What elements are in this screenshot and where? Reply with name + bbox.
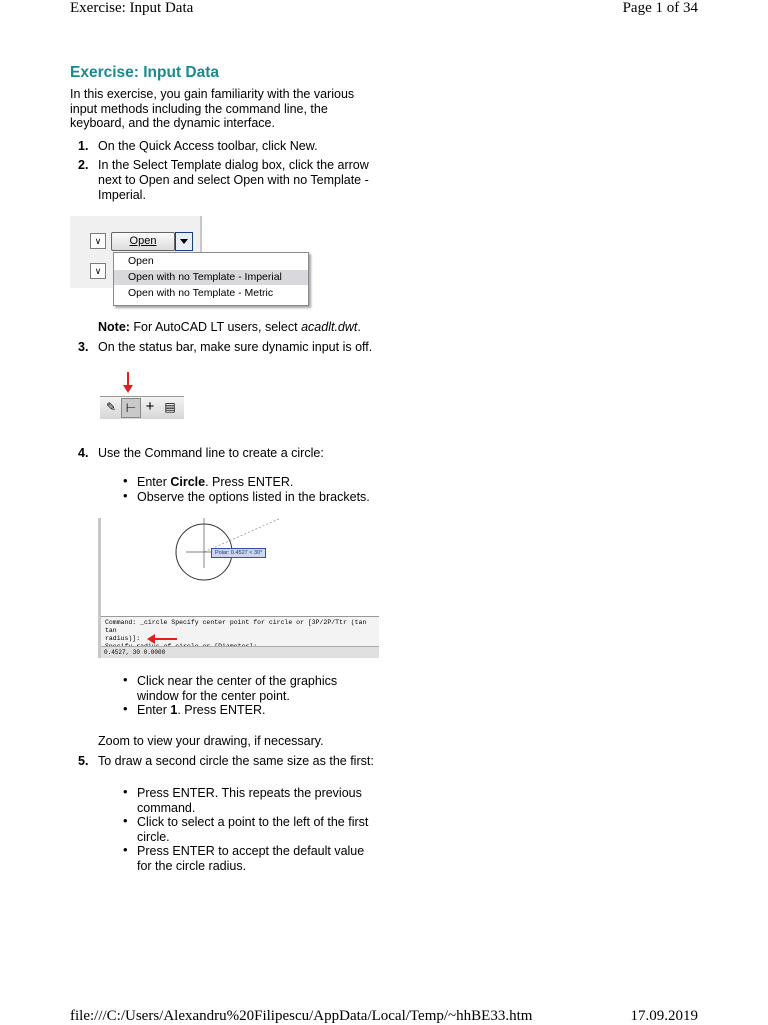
step-number: 2. [78, 158, 89, 173]
zoom-note: Zoom to view your drawing, if necessary. [98, 733, 324, 748]
bullet-text: . Press ENTER. [205, 474, 294, 489]
step-3 [70, 340, 380, 425]
step-text: On the status bar, make sure dynamic input is off. [98, 339, 373, 354]
list-item: • Press ENTER. This repeats the previous command. [137, 786, 380, 815]
list-item: • Click to select a point to the left of the first circle. [137, 815, 380, 844]
step-text: In the Select Template dialog box, click the arrow next to Open and select Open with no Template - Imperial. [98, 158, 369, 202]
step-text: On the Quick Access toolbar, click New. [98, 138, 318, 153]
open-button[interactable] [111, 232, 175, 251]
crosshair-icon[interactable]: + [145, 398, 155, 416]
list-item: • Observe the options listed in the brackets. [137, 490, 380, 505]
open-button-label: Open [129, 235, 157, 248]
dynamic-input-icon[interactable]: ✎ [105, 400, 117, 415]
list-item [137, 703, 380, 718]
header-title: Exercise: Input Data [70, 0, 194, 16]
step-5 [70, 754, 380, 874]
command-line-window[interactable] [101, 616, 379, 646]
command-line-figure [98, 518, 381, 658]
file-path: file:///C:/Users/Alexandru%20Filipescu/AppData/Local/Temp/~hhBE33.htm [70, 1008, 533, 1024]
page-footer [70, 1008, 698, 1024]
menu-item-open-no-template-metric[interactable]: Open with no Template - Metric [128, 287, 274, 300]
bullet-text: Enter [137, 703, 171, 718]
step-number: 5. [78, 753, 89, 768]
page-title: Exercise: Input Data [70, 64, 220, 81]
step-text: To draw a second circle the same size as the first: [98, 753, 374, 768]
step-5-bullets [70, 786, 380, 874]
circle-drawing [101, 518, 379, 614]
graphics-window [101, 518, 379, 614]
command-line-text: radius)]: [105, 635, 141, 643]
note-text-end: . [357, 320, 361, 335]
step-4-more-bullets [70, 674, 380, 718]
open-dropdown-arrow-button[interactable] [175, 232, 193, 251]
page-number: Page 1 of 34 [622, 0, 698, 16]
list-item [137, 475, 380, 490]
chevron-down-icon[interactable]: ∨ [90, 263, 106, 279]
note-label: Note: [98, 320, 130, 335]
step-text: Use the Command line to create a circle: [98, 446, 324, 461]
page-header [70, 0, 698, 18]
date: 17.09.2019 [630, 1008, 698, 1024]
list-item: • Click near the center of the graphics window for the center point. [137, 674, 380, 703]
chevron-down-icon[interactable]: ∨ [90, 233, 106, 249]
grid-icon[interactable]: ▤ [164, 400, 176, 415]
menu-item-open[interactable]: Open [128, 255, 154, 268]
intro-paragraph: In this exercise, you gain familiarity with the various input methods including the command line, the keyboard, and the dynamic interface. [70, 87, 355, 131]
step-number: 4. [78, 446, 89, 461]
red-arrow-icon [122, 372, 134, 394]
document-body [70, 64, 380, 879]
status-bar: 0.4527, 30 0.0000 [101, 646, 379, 658]
bullet-bold: 1 [170, 703, 178, 718]
open-dropdown-menu [113, 252, 309, 306]
step-number: 1. [78, 138, 89, 153]
bullet-text: . Press ENTER. [177, 703, 266, 718]
step-1 [70, 139, 380, 154]
command-line-text: Command: _circle Specify center point for circle or [3P/2P/Ttr (tan tan [105, 619, 367, 635]
step-4-bullets [70, 475, 380, 504]
bullet-text: Enter [137, 474, 171, 489]
status-bar-figure [100, 372, 184, 424]
menu-item-open-no-template-imperial[interactable]: Open with no Template - Imperial [114, 270, 308, 285]
steps-list [70, 139, 380, 874]
bullet-bold: Circle [170, 474, 206, 489]
note-filename: acadlt.dwt [301, 320, 358, 335]
polar-tracking-icon[interactable]: ⊢ [121, 398, 141, 418]
polar-tooltip: Polar: 0.4527 < 30° [211, 548, 266, 558]
step-4 [70, 446, 380, 748]
note [98, 320, 380, 335]
note-text: For AutoCAD LT users, select [129, 320, 302, 335]
step-number: 3. [78, 339, 89, 354]
red-arrow-icon [147, 634, 177, 644]
select-template-figure [70, 216, 310, 308]
list-item: • Press ENTER to accept the default value for the circle radius. [137, 844, 380, 873]
step-2 [70, 158, 380, 334]
